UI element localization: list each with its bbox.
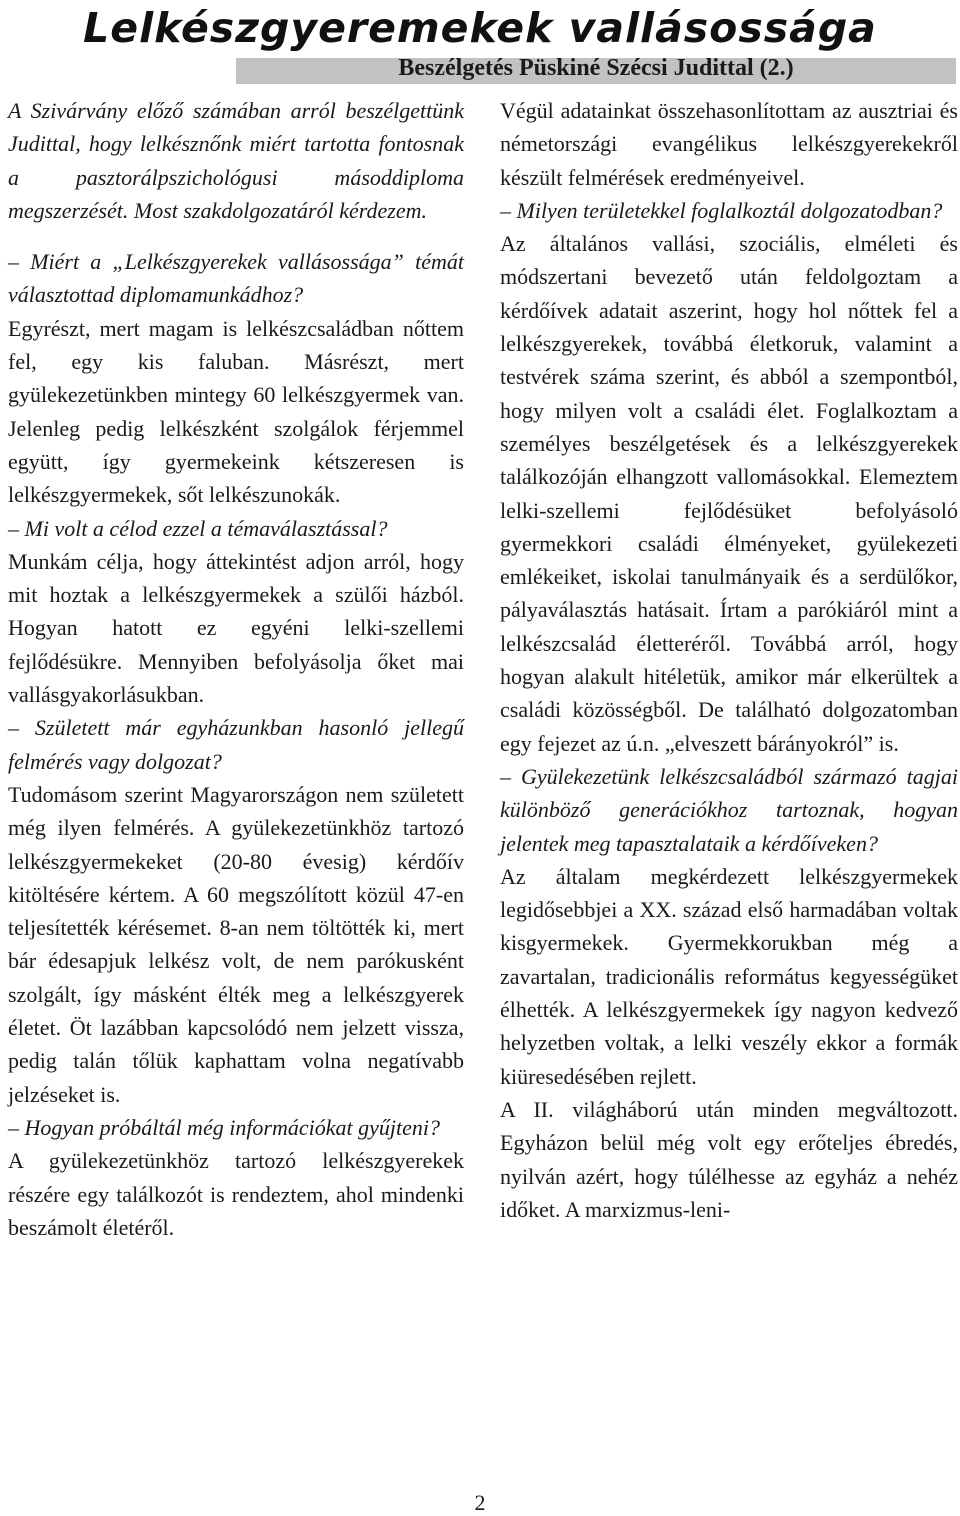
- answer-paragraph: Egyrészt, mert magam is lelkészcsaládban nőttem fel, egy kis faluban. Másrészt, mert gyülekezetünkben mintegy 60 lelkészgyermek van. Jelenleg pedig lelkészként szolgálok férjemmel együtt, így gyermekeink kétszeresen is lelkészgyermekek, sőt lelkészunokák.: [8, 315, 464, 508]
- question: – Miért a „Lelkészgyerekek vallásossága” témát választottad diplomamunkádhoz?: [8, 249, 464, 308]
- answer-paragraph: Végül adatainkat összehasonlítottam az ausztriai és németországi evangélikus lelkészgyerekekről készült felmérések eredményeivel.: [500, 98, 958, 190]
- intro-paragraph: A Szivárvány előző számában arról beszélgettünk Judittal, hogy lelkésznőnk miért tartotta fontosnak a pasztorálpszichológusi másoddiploma megszerzését. Most szakdolgozatáról kérdezem.: [8, 98, 464, 223]
- question: – Hogyan próbáltál még információkat gyűjteni?: [8, 1114, 440, 1140]
- answer-paragraph: Munkám célja, hogy áttekintést adjon arról, hogy mit hoztak a lelkészgyermekek a szülői házból. Hogyan hatott ez egyéni lelki-szellemi fejlődésükre. Mennyiben befolyásolja őket mai vallásgyakorlásukban.: [8, 548, 464, 708]
- page-number: 2: [474, 1490, 486, 1515]
- question: – Milyen területekkel foglalkoztál dolgozatodban?: [500, 197, 943, 223]
- question: – Mi volt a célod ezzel a témaválasztással?: [8, 515, 388, 541]
- answer-paragraph: Az általános vallási, szociális, elméleti és módszertani bevezető után feldolgoztam a kérdőívek adatait aszerint, hogy hol nőttek fel a lelkészgyerekek, továbbá életkoruk, valamint a testvérek száma szerint, és abból a szempontból, hogy milyen volt a családi élet. Foglalkoztam a személyes beszélgetések és a lelkészgyerekek találkozóján elhangzott vallomásokkal. Elemeztem lelki-szellemi fejlődésüket befolyásoló gyermekkori családi élményeket, gyülekezeti emlékeiket, iskolai tanulmányaik és a serdülőkor, pályaválasztás hatásait. Írtam a parókiáról mint a lelkészcsalád életteréről. Továbbá arról, hogy hogyan alakult hitéletük, amikor már elkerültek a családi közösségből. De található dolgozatomban egy fejezet az ú.n. „elveszett bárányokról” is.: [500, 231, 958, 756]
- answer-paragraph: A II. világháború után minden megváltozott. Egyházon belül még volt egy erőteljes ébredés, nyilván azért, hogy túlélhesse az egyház a nehéz időket. A marxizmus-leni-: [500, 1096, 958, 1222]
- answer-paragraph: Tudomásom szerint Magyarországon nem született még ilyen felmérés. A gyülekezetünkhöz tartozó lelkészgyermekeket (20-80 évesig) kérdőív kitöltésére kértem. A 60 megszólított közül 47-en teljesítették kérésemet. 8-an nem töltötték ki, mert bár édesapjuk lelkész volt, de nem parókusként szolgált, így másként élték meg a lelkészgyerek életet. Öt lazábban kapcsolódó nem jelzett vissza, pedig talán tőlük kaphattam volna negatívabb jelzéseket is.: [8, 781, 464, 1107]
- left-column: [8, 94, 464, 1244]
- question: – Született már egyházunkban hasonló jellegű felmérés vagy dolgozat?: [8, 715, 464, 774]
- right-column: [500, 94, 958, 1226]
- article-title: Lelkészgyeremekek vallásossága: [83, 4, 877, 52]
- article-subtitle: Beszélgetés Püskiné Szécsi Judittal (2.): [398, 55, 794, 81]
- question: – Gyülekezetünk lelkészcsaládból származó tagjai különböző generációkhoz tartoznak, hogyan jelentek meg tapasztalataik a kérdőíveken?: [500, 763, 958, 856]
- answer-paragraph: Az általam megkérdezett lelkészgyermekek legidősebbjei a XX. század első harmadában voltak kisgyermekek. Gyermekkorukban még a zavartalan, tradicionális református kegyességüket élhették. A lelkészgyermekek így nagyon kedvező helyzetben voltak, a lelki veszély ekkor a formák kiüresedésében rejlett.: [500, 863, 958, 1089]
- answer-paragraph: A gyülekezetünkhöz tartozó lelkészgyerekek részére egy találkozót is rendeztem, ahol mindenki beszámolt életéről.: [8, 1148, 464, 1240]
